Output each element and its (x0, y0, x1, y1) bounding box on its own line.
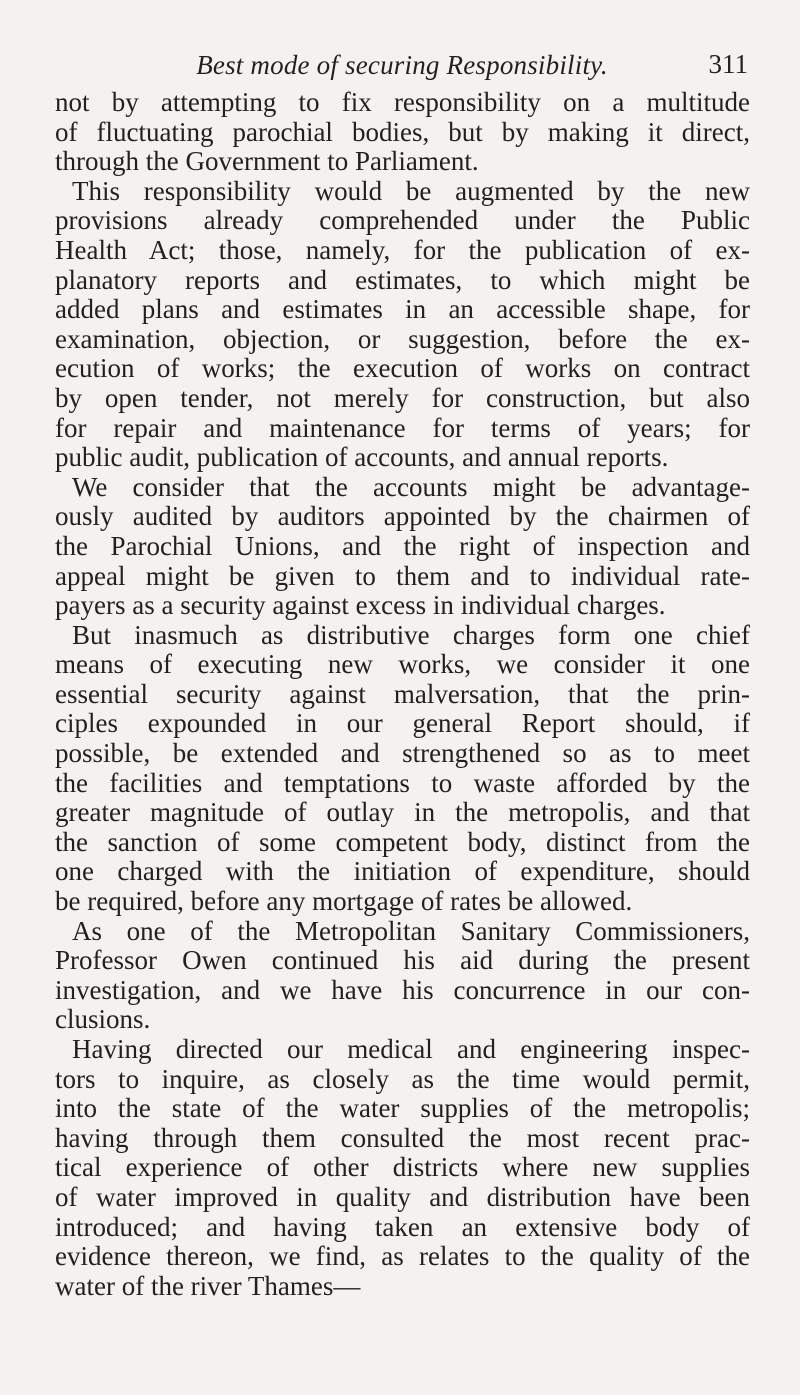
text-line: the facilities and temptations to waste afforded by the (55, 767, 750, 798)
text-line: through the Government to Parliament. (55, 146, 479, 177)
text-line: This responsibility would be augmented by the new (72, 175, 750, 206)
running-title: Best mode of securing Responsibility. (196, 50, 608, 80)
text-line: ously audited by auditors appointed by the chairmen of (55, 501, 750, 532)
text-line: means of executing new works, we consider it one (55, 649, 750, 680)
text-line: of fluctuating parochial bodies, but by making it direct, (55, 116, 750, 147)
text-line: ciples expounded in our general Report should, if (55, 708, 750, 739)
page-header (56, 48, 748, 88)
text-line: of water improved in quality and distribution have been (55, 1181, 750, 1212)
text-line: Professor Owen continued his aid during the present (55, 945, 750, 976)
text-line: public audit, publication of accounts, and annual reports. (55, 442, 669, 473)
text-line: As one of the Metropolitan Sanitary Commissioners, (72, 915, 750, 946)
text-line: We consider that the accounts might be advantage- (72, 471, 750, 502)
text-line: clusions. (55, 1004, 151, 1035)
text-line: investigation, and we have his concurrence in our con- (55, 974, 750, 1005)
text-line: greater magnitude of outlay in the metropolis, and that (55, 797, 750, 828)
text-line: essential security against malversation, that the prin- (55, 678, 750, 709)
text-line: evidence thereon, we find, as relates to the quality of the (55, 1241, 750, 1272)
page-number: 311 (708, 49, 748, 79)
text-line: the sanction of some competent body, distinct from the (55, 826, 750, 857)
text-line: by open tender, not merely for construction, but also (55, 382, 750, 413)
text-line: introduced; and having taken an extensive body of (55, 1211, 750, 1242)
text-line: examination, objection, or suggestion, before the ex- (55, 323, 750, 354)
text-line: Having directed our medical and engineering inspec- (72, 1034, 750, 1064)
text-line: having through them consulted the most recent prac- (55, 1122, 750, 1153)
text-line: tors to inquire, as closely as the time would permit, (55, 1063, 750, 1094)
text-line: payers as a security against excess in individual charges. (55, 590, 666, 621)
text-line: ecution of works; the execution of works on contract (55, 353, 750, 384)
text-line: added plans and estimates in an accessible shape, for (55, 294, 750, 325)
text-line: the Parochial Unions, and the right of inspection and (55, 530, 750, 561)
text-line: one charged with the initiation of expenditure, should (55, 856, 750, 887)
text-line: into the state of the water supplies of the metropolis; (55, 1093, 750, 1124)
text-line: water of the river Thames— (55, 1270, 361, 1301)
text-line: appeal might be given to them and to individual rate- (55, 560, 750, 591)
text-line: planatory reports and estimates, to which might be (55, 264, 750, 295)
text-line: be required, before any mortgage of rates be allowed. (55, 886, 633, 917)
text-line: tical experience of other districts where new supplies (55, 1152, 750, 1183)
text-line: possible, be extended and strengthened so as to meet (55, 738, 750, 769)
text-line: provisions already comprehended under the Public (55, 205, 750, 236)
body-text (55, 88, 750, 1301)
text-line: not by attempting to fix responsibility on a multitude (55, 87, 750, 117)
text-line: But inasmuch as distributive charges form one chief (72, 619, 750, 650)
text-line: Health Act; those, namely, for the publication of ex- (55, 234, 750, 265)
text-line: for repair and maintenance for terms of years; for (55, 412, 750, 443)
